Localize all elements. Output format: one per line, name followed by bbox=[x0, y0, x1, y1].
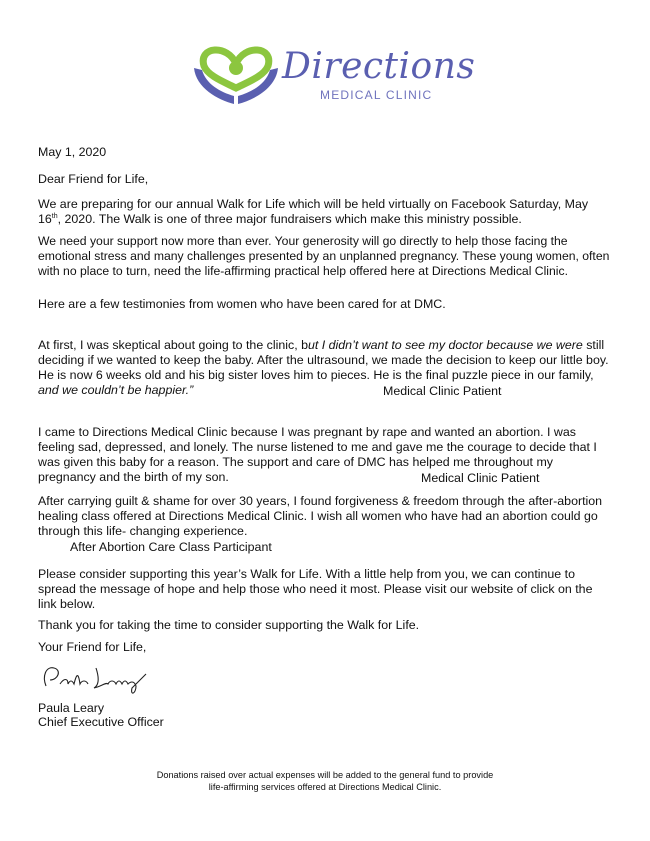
testimony-1-d: and we couldn’t be happier.” bbox=[38, 383, 194, 397]
footer-line-1: Donations raised over actual expenses will be added to the general fund to provide bbox=[156, 770, 494, 780]
letter-date: May 1, 2020 bbox=[38, 145, 107, 159]
testimony-3-role: After Abortion Care Class Participant bbox=[70, 540, 272, 554]
closing: Your Friend for Life, bbox=[38, 640, 147, 654]
testimony-1-b: ut I didn’t want to see my doctor because we were bbox=[307, 338, 583, 352]
testimony-2-role: Medical Clinic Patient bbox=[421, 471, 540, 485]
signer-title: Chief Executive Officer bbox=[38, 715, 164, 729]
clinic-logo bbox=[188, 38, 478, 110]
salutation: Dear Friend for Life, bbox=[38, 172, 149, 186]
paragraph-testimonies-intro: Here are a few testimonies from women who have been cared for at DMC. bbox=[38, 297, 446, 311]
paragraph-appeal: Please consider supporting this year’s Walk for Life. With a little help from you, we can continue to spread the message of hope and help those who need it most. Please visit our website of click on the link below. bbox=[38, 567, 593, 611]
testimony-1 bbox=[38, 338, 613, 398]
testimony-1-c: still deciding if we wanted to keep the baby. After the ultrasound, we made the decision to keep our little boy. He is now 6 weeks old and his big sister loves him to pieces. He is the final puzzle piece in our family, bbox=[38, 338, 609, 382]
testimony-1-role: Medical Clinic Patient bbox=[383, 384, 502, 398]
footer-line-2: life-affirming services offered at Directions Medical Clinic. bbox=[208, 782, 442, 792]
footer-note bbox=[0, 769, 650, 793]
date-superscript: th bbox=[51, 212, 58, 220]
paragraph-walk-text-a: We are preparing for our annual Walk for Life which will be held virtually on Facebook Saturday, May 16 bbox=[38, 197, 589, 226]
logo-wordmark: Directions bbox=[282, 46, 476, 87]
signature-image bbox=[38, 656, 158, 698]
logo-subtitle: MEDICAL CLINIC bbox=[320, 88, 433, 102]
testimony-3: After carrying guilt & shame for over 30 years, I found forgiveness & freedom through the after-abortion healing class offered at Directions Medical Clinic. I wish all women who have had an abortion could go through this life- changing experience. bbox=[38, 494, 603, 538]
testimony-1-a: At first, I was skeptical about going to the clinic, b bbox=[38, 338, 308, 352]
paragraph-support: We need your support now more than ever. Your generosity will go directly to help those facing the emotional stress and many challenges presented by an unplanned pregnancy. These young women, often with no place to turn, need the life-affirming practical help offered here at Directions Medical Clinic. bbox=[38, 234, 610, 278]
paragraph-walk-text-b: , 2020. The Walk is one of three major fundraisers which make this ministry possible. bbox=[57, 212, 522, 226]
testimony-2: I came to Directions Medical Clinic because I was pregnant by rape and wanted an abortion. I was feeling sad, depressed, and lonely. The nurse listened to me and gave me the courage to decide that I was given this baby for a reason. The support and care of DMC has helped me throughout my pregnancy and the birth of my son. bbox=[38, 425, 597, 484]
signer-name: Paula Leary bbox=[38, 701, 105, 715]
paragraph-walk bbox=[38, 197, 613, 227]
paragraph-thanks: Thank you for taking the time to consider supporting the Walk for Life. bbox=[38, 618, 420, 632]
heart-hands-icon bbox=[188, 38, 283, 110]
